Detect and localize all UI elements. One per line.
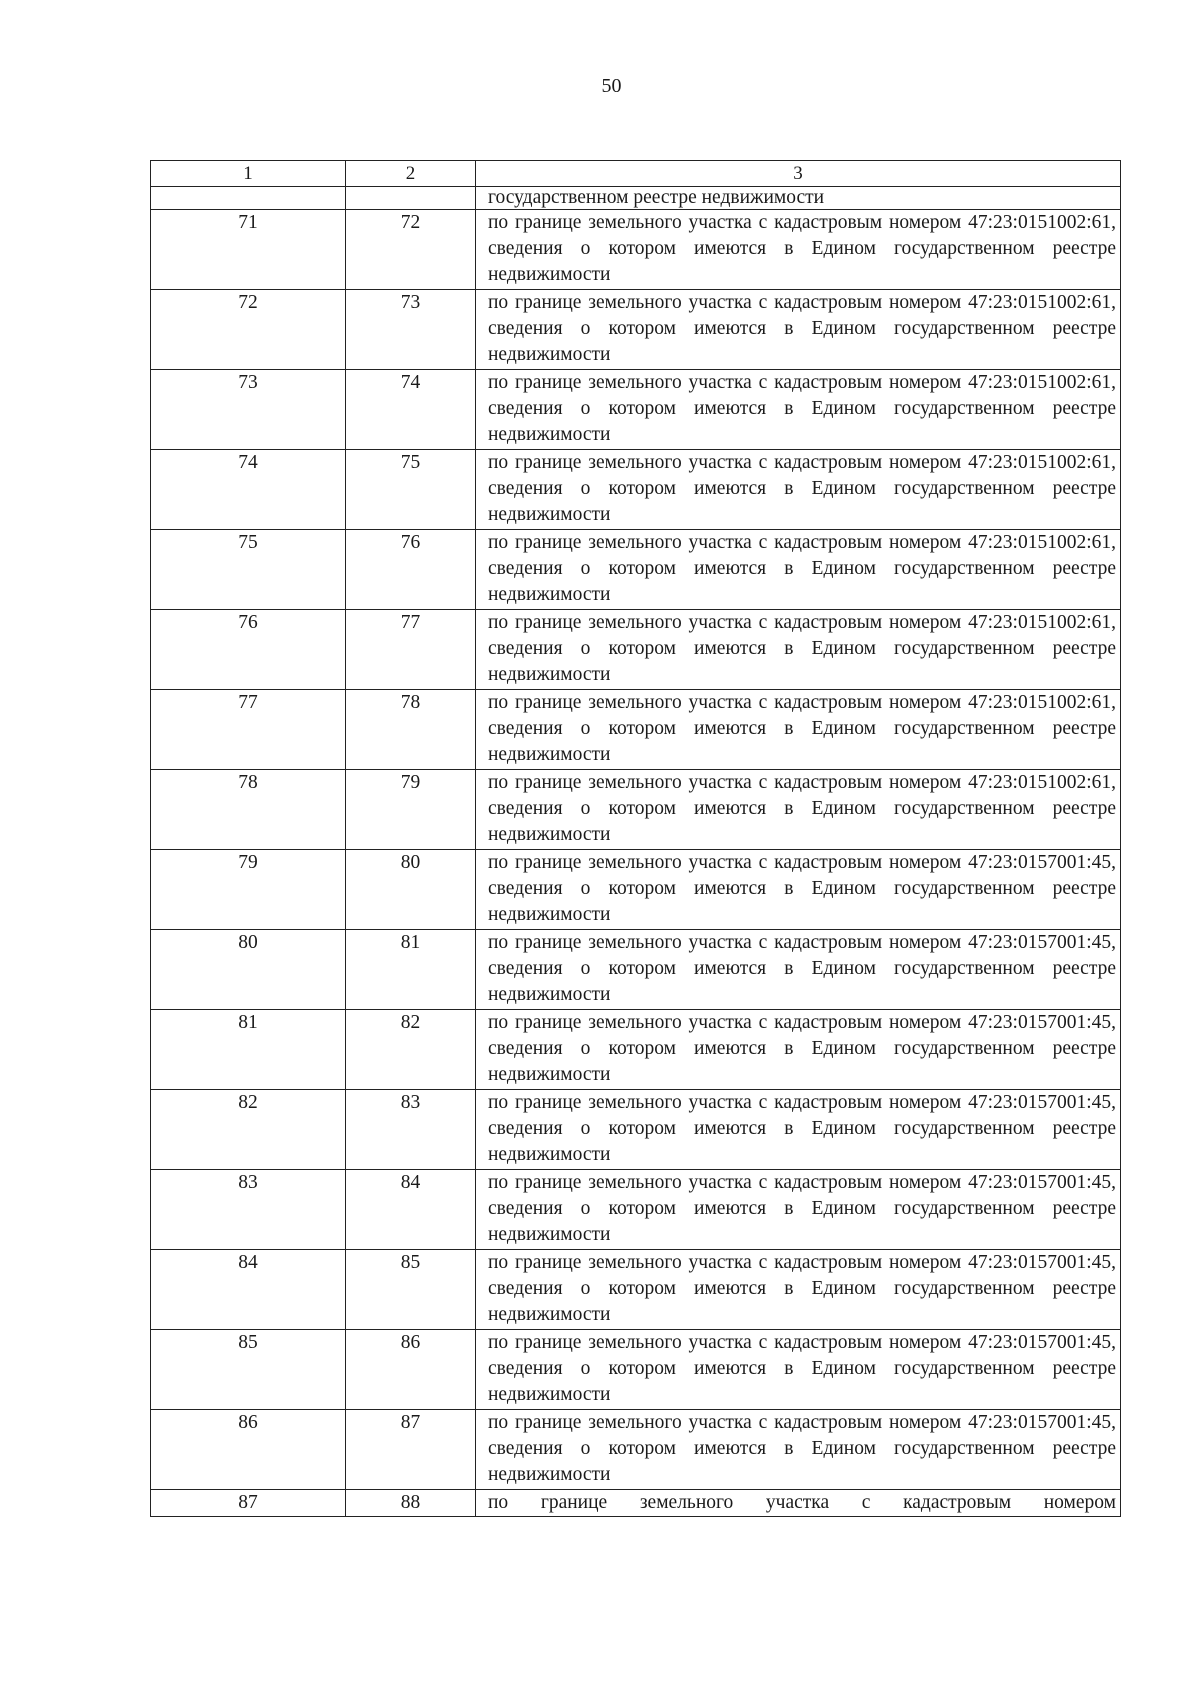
row-description: по границе земельного участка с кадастровым номером 47:23:0151002:61, сведения о котором имеются в Едином государственном реестре недвижимости (476, 770, 1121, 850)
table-header-row (151, 161, 1121, 187)
row-description: по границе земельного участка с кадастровым номером 47:23:0151002:61, сведения о котором имеются в Едином государственном реестре недвижимости (476, 290, 1121, 370)
row-description: по границе земельного участка с кадастровым номером 47:23:0157001:45, сведения о котором имеются в Едином государственном реестре недвижимости (476, 1090, 1121, 1170)
row-to-point: 73 (346, 290, 476, 370)
row-description: по границе земельного участка с кадастровым номером 47:23:0151002:61, сведения о котором имеются в Едином государственном реестре недвижимости (476, 370, 1121, 450)
row-description: по границе земельного участка с кадастровым номером 47:23:0157001:45, сведения о котором имеются в Едином государственном реестре недвижимости (476, 1330, 1121, 1410)
column-header-1: 1 (151, 161, 346, 187)
row-from-point: 74 (151, 450, 346, 530)
row-from-point: 71 (151, 210, 346, 290)
row-to-point: 87 (346, 1410, 476, 1490)
row-from-point: 79 (151, 850, 346, 930)
row-to-point: 85 (346, 1250, 476, 1330)
row-from-point: 84 (151, 1250, 346, 1330)
row-description: по границе земельного участка с кадастровым номером 47:23:0157001:45, сведения о котором имеются в Едином государственном реестре недвижимости (476, 1170, 1121, 1250)
table-row (151, 1170, 1121, 1250)
table-row (151, 530, 1121, 610)
continuation-cell-1 (151, 187, 346, 210)
row-to-point: 86 (346, 1330, 476, 1410)
table-row (151, 1090, 1121, 1170)
row-to-point: 88 (346, 1490, 476, 1517)
row-description: по границе земельного участка с кадастровым номером (476, 1490, 1121, 1517)
table-row (151, 850, 1121, 930)
row-from-point: 82 (151, 1090, 346, 1170)
table-row (151, 370, 1121, 450)
boundary-table (150, 160, 1121, 1517)
row-to-point: 76 (346, 530, 476, 610)
table-row (151, 610, 1121, 690)
row-from-point: 75 (151, 530, 346, 610)
continuation-cell-2 (346, 187, 476, 210)
row-from-point: 80 (151, 930, 346, 1010)
table-row (151, 1010, 1121, 1090)
row-from-point: 78 (151, 770, 346, 850)
table-row (151, 690, 1121, 770)
row-to-point: 82 (346, 1010, 476, 1090)
row-to-point: 74 (346, 370, 476, 450)
row-from-point: 85 (151, 1330, 346, 1410)
row-from-point: 81 (151, 1010, 346, 1090)
column-header-3: 3 (476, 161, 1121, 187)
table-row (151, 1410, 1121, 1490)
row-description: по границе земельного участка с кадастровым номером 47:23:0151002:61, сведения о котором имеются в Едином государственном реестре недвижимости (476, 690, 1121, 770)
row-description: по границе земельного участка с кадастровым номером 47:23:0157001:45, сведения о котором имеются в Едином государственном реестре недвижимости (476, 1250, 1121, 1330)
row-from-point: 87 (151, 1490, 346, 1517)
row-to-point: 84 (346, 1170, 476, 1250)
row-description: по границе земельного участка с кадастровым номером 47:23:0157001:45, сведения о котором имеются в Едином государственном реестре недвижимости (476, 930, 1121, 1010)
table-row (151, 450, 1121, 530)
row-from-point: 76 (151, 610, 346, 690)
table-row (151, 770, 1121, 850)
table-row (151, 210, 1121, 290)
row-from-point: 73 (151, 370, 346, 450)
row-description: по границе земельного участка с кадастровым номером 47:23:0157001:45, сведения о котором имеются в Едином государственном реестре недвижимости (476, 1010, 1121, 1090)
column-header-2: 2 (346, 161, 476, 187)
row-from-point: 83 (151, 1170, 346, 1250)
row-to-point: 81 (346, 930, 476, 1010)
page-number: 50 (601, 75, 622, 97)
table-rows (151, 210, 1121, 1490)
row-from-point: 86 (151, 1410, 346, 1490)
row-from-point: 72 (151, 290, 346, 370)
row-to-point: 80 (346, 850, 476, 930)
row-description: по границе земельного участка с кадастровым номером 47:23:0151002:61, сведения о котором имеются в Едином государственном реестре недвижимости (476, 210, 1121, 290)
row-description: по границе земельного участка с кадастровым номером 47:23:0151002:61, сведения о котором имеются в Едином государственном реестре недвижимости (476, 450, 1121, 530)
table-row-last (151, 1490, 1121, 1517)
continuation-text: государственном реестре недвижимости (476, 187, 1121, 210)
continuation-row (151, 187, 1121, 210)
row-description: по границе земельного участка с кадастровым номером 47:23:0157001:45, сведения о котором имеются в Едином государственном реестре недвижимости (476, 850, 1121, 930)
row-to-point: 77 (346, 610, 476, 690)
row-to-point: 75 (346, 450, 476, 530)
row-description: по границе земельного участка с кадастровым номером 47:23:0157001:45, сведения о котором имеются в Едином государственном реестре недвижимости (476, 1410, 1121, 1490)
row-to-point: 79 (346, 770, 476, 850)
table-row (151, 1250, 1121, 1330)
row-description: по границе земельного участка с кадастровым номером 47:23:0151002:61, сведения о котором имеются в Едином государственном реестре недвижимости (476, 610, 1121, 690)
table-row (151, 930, 1121, 1010)
row-to-point: 72 (346, 210, 476, 290)
table-row (151, 290, 1121, 370)
row-to-point: 83 (346, 1090, 476, 1170)
table-row (151, 1330, 1121, 1410)
row-from-point: 77 (151, 690, 346, 770)
row-to-point: 78 (346, 690, 476, 770)
row-description: по границе земельного участка с кадастровым номером 47:23:0151002:61, сведения о котором имеются в Едином государственном реестре недвижимости (476, 530, 1121, 610)
